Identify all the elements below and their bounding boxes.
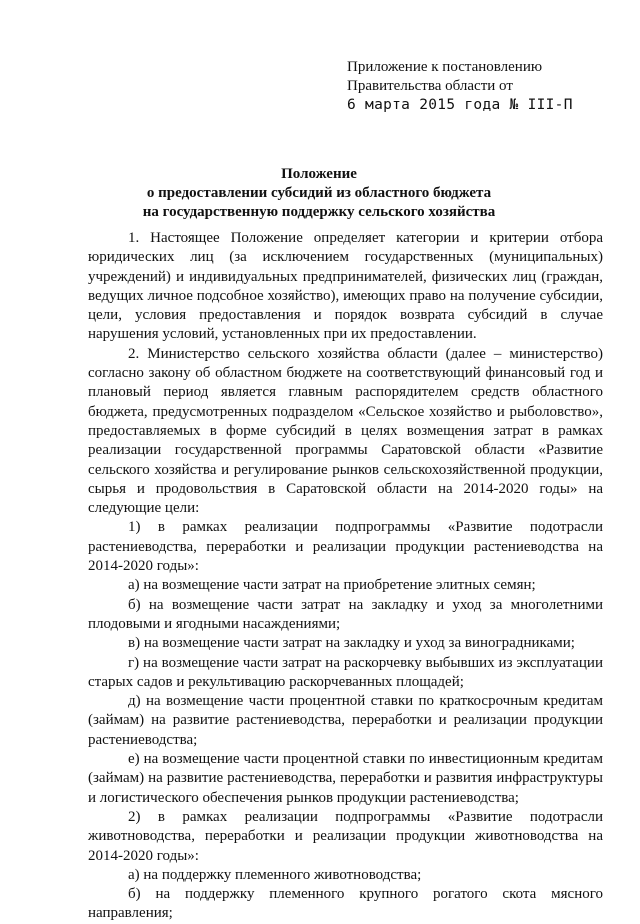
item-1b: б) на возмещение части затрат на закладку и уход за многолетними плодовыми и ягодными насаждениями; bbox=[88, 596, 603, 632]
title-line-2: о предоставлении субсидий из областного бюджета bbox=[146, 185, 492, 201]
subprogram-1: 1) в рамках реализации подпрограммы «Развитие подотрасли растениеводства, переработки и реализации продукции растениеводства на 2014-2020 годы»: bbox=[88, 519, 603, 575]
appendix-header bbox=[347, 58, 573, 115]
title-line-1: Положение bbox=[281, 166, 357, 182]
item-1g: г) на возмещение части затрат на раскорчевку выбывших из эксплуатации старых садов и рекультивацию раскорчеванных площадей; bbox=[88, 654, 603, 690]
paragraph-1: 1. Настоящее Положение определяет категории и критерии отбора юридических лиц (за исключением государственных (муниципальных) учреждений) и индивидуальных предпринимателей, физических лиц (граждан, ведущих личное подсобное хозяйство), имеющих право на получение субсидии, цели, условия предоставления и порядок возврата субсидий в случае нарушения условий, установленных при их предоставлении. bbox=[88, 230, 603, 343]
appendix-line-3: 6 марта 2015 года № III-П bbox=[347, 97, 573, 113]
appendix-line-1: Приложение к постановлению bbox=[347, 59, 543, 75]
paragraph-2: 2. Министерство сельского хозяйства области (далее – министерство) согласно закону об областном бюджете на соответствующий финансовый год и плановый период является главным распорядителем средств областного бюджета, предусмотренных подразделом «Сельское хозяйство и рыболовство», предоставляемых в форме субсидий в целях возмещения затрат в рамках реализации государственной программы Саратовской области «Развитие сельского хозяйства и регулирование рынков сельскохозяйственной продукции, сырья и продовольствия в Саратовской области на 2014-2020 годы» на следующие цели: bbox=[88, 345, 603, 517]
appendix-line-2: Правительства области от bbox=[347, 78, 513, 94]
item-2a: а) на поддержку племенного животноводства; bbox=[128, 866, 422, 883]
item-2b: б) на поддержку племенного крупного рогатого скота мясного направления; bbox=[88, 886, 603, 922]
document-title bbox=[88, 165, 550, 222]
item-1a: а) на возмещение части затрат на приобретение элитных семян; bbox=[128, 577, 536, 594]
item-1d: д) на возмещение части процентной ставки по краткосрочным кредитам (займам) на развитие растениеводства, переработки и реализации продукции растениеводства; bbox=[88, 693, 603, 748]
title-line-3: на государственную поддержку сельского хозяйства bbox=[142, 204, 496, 220]
item-1v: в) на возмещение части затрат на закладку и уход за виноградниками; bbox=[128, 635, 575, 652]
subprogram-2: 2) в рамках реализации подпрограммы «Развитие подотрасли животноводства, переработки и реализации продукции животноводства на 2014-2020 годы»: bbox=[88, 808, 603, 864]
document-body bbox=[88, 229, 603, 924]
item-1e: е) на возмещение части процентной ставки по инвестиционным кредитам (займам) на развитие растениеводства, переработки и развития инфраструктуры и логистического обеспечения рынков продукции растениеводства; bbox=[88, 751, 603, 806]
